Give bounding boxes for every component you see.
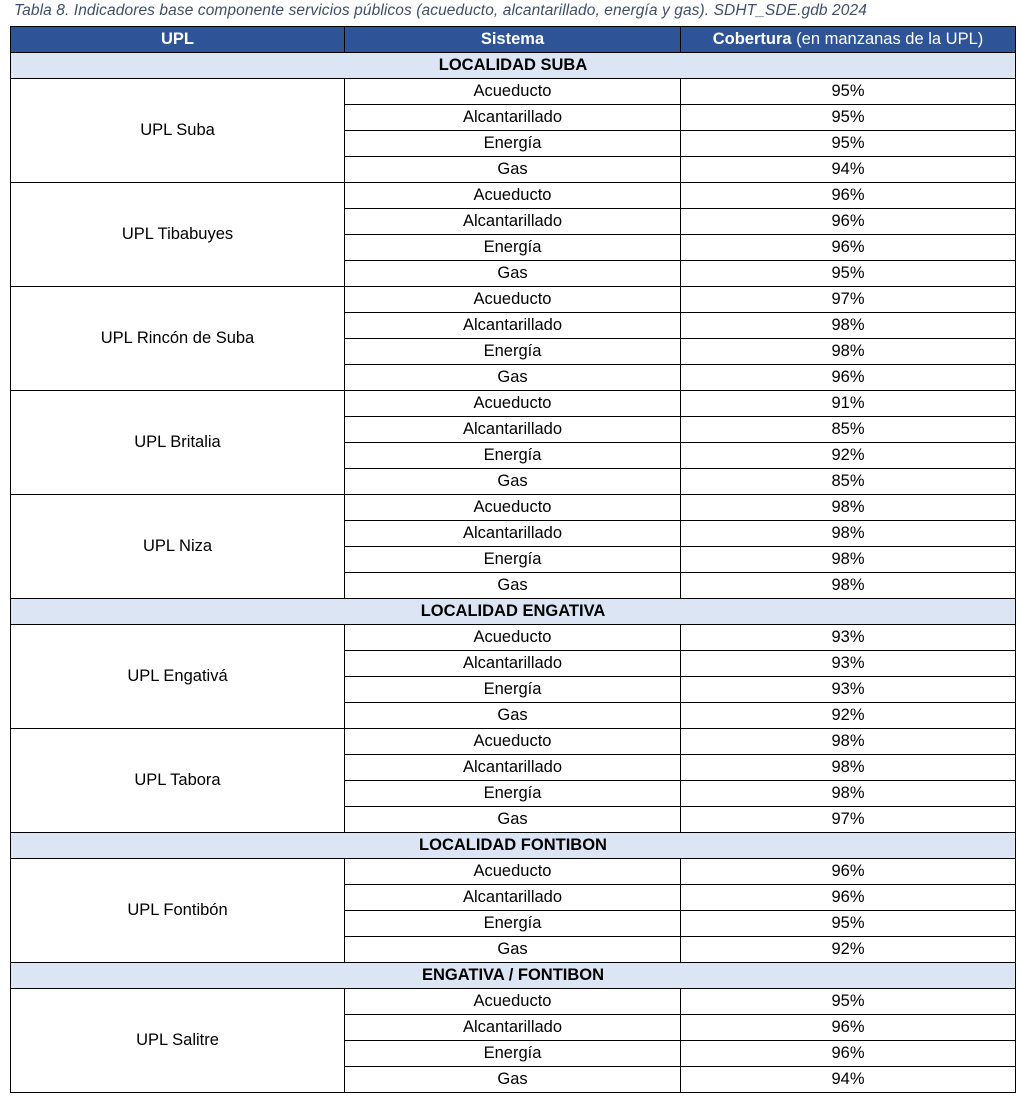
section-row xyxy=(11,963,1016,989)
section-title: LOCALIDAD FONTIBON xyxy=(11,833,1016,859)
sistema-cell: Gas xyxy=(345,261,681,287)
coverage-table xyxy=(10,26,1016,1093)
cobertura-cell: 98% xyxy=(681,339,1016,365)
sistema-cell: Energía xyxy=(345,131,681,157)
table-row xyxy=(11,625,1016,651)
cobertura-cell: 98% xyxy=(681,313,1016,339)
cobertura-cell: 95% xyxy=(681,911,1016,937)
header-cobertura xyxy=(681,27,1016,53)
upl-name: UPL Salitre xyxy=(11,989,345,1093)
upl-name: UPL Suba xyxy=(11,79,345,183)
section-title: LOCALIDAD SUBA xyxy=(11,53,1016,79)
cobertura-cell: 96% xyxy=(681,1041,1016,1067)
sistema-cell: Energía xyxy=(345,339,681,365)
cobertura-cell: 96% xyxy=(681,209,1016,235)
cobertura-cell: 92% xyxy=(681,703,1016,729)
sistema-cell: Alcantarillado xyxy=(345,1015,681,1041)
sistema-cell: Alcantarillado xyxy=(345,521,681,547)
table-row xyxy=(11,183,1016,209)
table-caption: Tabla 8. Indicadores base componente servicios públicos (acueducto, alcantarillado, energía y gas). SDHT_SDE.gdb 2024 xyxy=(14,2,867,19)
sistema-cell: Alcantarillado xyxy=(345,885,681,911)
cobertura-cell: 93% xyxy=(681,651,1016,677)
sistema-cell: Acueducto xyxy=(345,989,681,1015)
sistema-cell: Acueducto xyxy=(345,625,681,651)
sistema-cell: Acueducto xyxy=(345,183,681,209)
cobertura-cell: 98% xyxy=(681,729,1016,755)
sistema-cell: Alcantarillado xyxy=(345,417,681,443)
sistema-cell: Energía xyxy=(345,781,681,807)
header-cobertura-detail: (en manzanas de la UPL) xyxy=(791,30,984,48)
header-sistema: Sistema xyxy=(345,27,681,53)
section-title: LOCALIDAD ENGATIVA xyxy=(11,599,1016,625)
cobertura-cell: 93% xyxy=(681,625,1016,651)
cobertura-cell: 98% xyxy=(681,495,1016,521)
sistema-cell: Energía xyxy=(345,443,681,469)
sistema-cell: Energía xyxy=(345,235,681,261)
sistema-cell: Alcantarillado xyxy=(345,105,681,131)
upl-name: UPL Rincón de Suba xyxy=(11,287,345,391)
sistema-cell: Acueducto xyxy=(345,495,681,521)
table-row xyxy=(11,495,1016,521)
table-row xyxy=(11,287,1016,313)
section-row xyxy=(11,53,1016,79)
cobertura-cell: 94% xyxy=(681,1067,1016,1093)
sistema-cell: Gas xyxy=(345,703,681,729)
sistema-cell: Alcantarillado xyxy=(345,209,681,235)
cobertura-cell: 97% xyxy=(681,807,1016,833)
cobertura-cell: 96% xyxy=(681,885,1016,911)
cobertura-cell: 97% xyxy=(681,287,1016,313)
header-cobertura-bold: Cobertura xyxy=(712,30,792,48)
header-row xyxy=(11,27,1016,53)
upl-name: UPL Tabora xyxy=(11,729,345,833)
cobertura-cell: 98% xyxy=(681,755,1016,781)
table-row xyxy=(11,989,1016,1015)
cobertura-cell: 96% xyxy=(681,365,1016,391)
cobertura-cell: 95% xyxy=(681,131,1016,157)
sistema-cell: Gas xyxy=(345,365,681,391)
section-row xyxy=(11,833,1016,859)
cobertura-cell: 91% xyxy=(681,391,1016,417)
cobertura-cell: 95% xyxy=(681,105,1016,131)
sistema-cell: Gas xyxy=(345,469,681,495)
cobertura-cell: 92% xyxy=(681,443,1016,469)
cobertura-cell: 98% xyxy=(681,781,1016,807)
cobertura-cell: 85% xyxy=(681,469,1016,495)
sistema-cell: Alcantarillado xyxy=(345,755,681,781)
sistema-cell: Acueducto xyxy=(345,859,681,885)
cobertura-cell: 96% xyxy=(681,183,1016,209)
sistema-cell: Acueducto xyxy=(345,729,681,755)
cobertura-cell: 85% xyxy=(681,417,1016,443)
section-title: ENGATIVA / FONTIBON xyxy=(11,963,1016,989)
sistema-cell: Acueducto xyxy=(345,287,681,313)
sistema-cell: Gas xyxy=(345,1067,681,1093)
sistema-cell: Energía xyxy=(345,1041,681,1067)
upl-name: UPL Engativá xyxy=(11,625,345,729)
sistema-cell: Alcantarillado xyxy=(345,313,681,339)
table-row xyxy=(11,79,1016,105)
cobertura-cell: 96% xyxy=(681,1015,1016,1041)
cobertura-cell: 96% xyxy=(681,235,1016,261)
upl-name: UPL Tibabuyes xyxy=(11,183,345,287)
upl-name: UPL Britalia xyxy=(11,391,345,495)
cobertura-cell: 92% xyxy=(681,937,1016,963)
sistema-cell: Gas xyxy=(345,937,681,963)
upl-name: UPL Niza xyxy=(11,495,345,599)
cobertura-cell: 94% xyxy=(681,157,1016,183)
sistema-cell: Gas xyxy=(345,157,681,183)
cobertura-cell: 98% xyxy=(681,521,1016,547)
sistema-cell: Alcantarillado xyxy=(345,651,681,677)
section-row xyxy=(11,599,1016,625)
cobertura-cell: 95% xyxy=(681,989,1016,1015)
cobertura-cell: 96% xyxy=(681,859,1016,885)
header-upl: UPL xyxy=(11,27,345,53)
sistema-cell: Gas xyxy=(345,807,681,833)
cobertura-cell: 95% xyxy=(681,79,1016,105)
sistema-cell: Gas xyxy=(345,573,681,599)
cobertura-cell: 93% xyxy=(681,677,1016,703)
upl-name: UPL Fontibón xyxy=(11,859,345,963)
cobertura-cell: 98% xyxy=(681,573,1016,599)
table-body xyxy=(11,27,1016,1093)
table-row xyxy=(11,391,1016,417)
sistema-cell: Acueducto xyxy=(345,79,681,105)
cobertura-cell: 95% xyxy=(681,261,1016,287)
cobertura-cell: 98% xyxy=(681,547,1016,573)
table-row xyxy=(11,729,1016,755)
sistema-cell: Energía xyxy=(345,677,681,703)
sistema-cell: Energía xyxy=(345,911,681,937)
sistema-cell: Acueducto xyxy=(345,391,681,417)
sistema-cell: Energía xyxy=(345,547,681,573)
table-row xyxy=(11,859,1016,885)
